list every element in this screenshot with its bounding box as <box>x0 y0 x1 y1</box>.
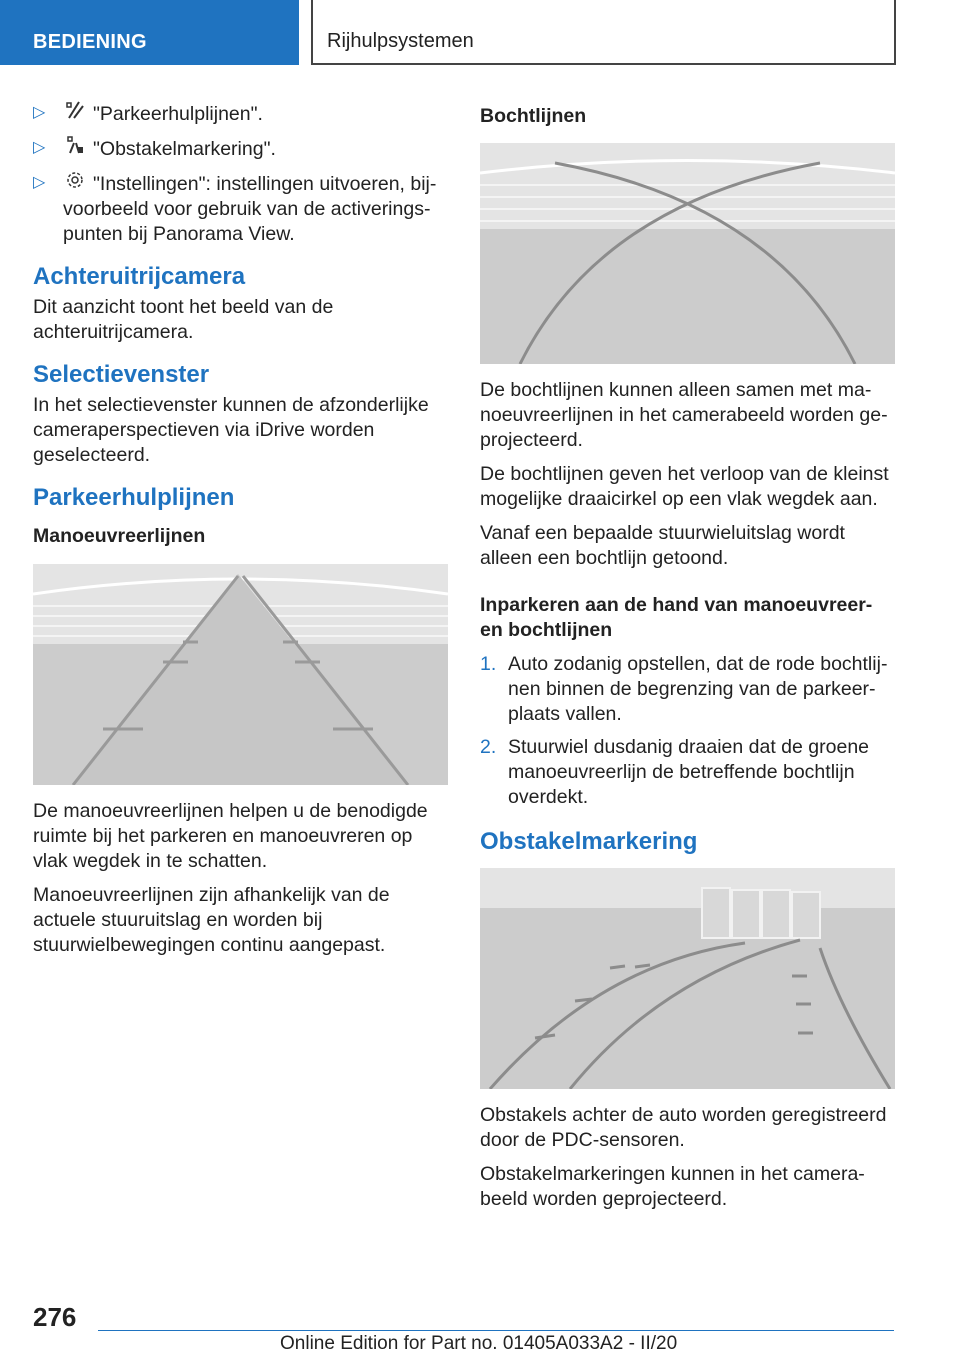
subheading-curve-lines: Bochtlijnen <box>480 105 587 127</box>
section-tab <box>0 0 299 65</box>
paragraph: De bochtlijnen geven het verloop van de kleinst mogelijke draaicirkel op een vlak wegdek aan. <box>480 463 889 510</box>
section-title: BEDIENING <box>33 31 147 53</box>
gear-icon <box>63 170 87 197</box>
paragraph: De manoeuvreerlijnen helpen u de benodigde ruimte bij het parkeren en manoeuvreren op vlak wegdek in te schatten. <box>33 800 428 872</box>
chapter-title: Rijhulpsystemen <box>327 30 474 52</box>
footer-edition: Online Edition for Part no. 01405A033A2 - II/20 <box>280 1333 678 1354</box>
heading-selection-window: Selectievenster <box>33 361 210 388</box>
step-text: Auto zodanig opstellen, dat de rode bochtlijnen binnen de begrenzing van de parkeerplaats vallen. <box>508 653 888 725</box>
list-item <box>480 735 895 810</box>
bullet-item <box>33 170 448 247</box>
heading-rear-camera: Achteruitrijcamera <box>33 263 246 290</box>
triangle-bullet-icon: ▷ <box>33 104 46 121</box>
step-number: 1. <box>480 653 497 675</box>
right-column <box>480 100 895 1221</box>
chapter-header <box>311 0 896 65</box>
maneuver-lines-illustration <box>33 564 448 785</box>
step-list <box>480 652 895 810</box>
subheading-maneuver-lines: Manoeuvreerlijnen <box>33 525 206 547</box>
paragraph: De bochtlijnen kunnen alleen samen met manoeuvreerlijnen in het camerabeeld worden geprojecteerd. <box>480 379 888 451</box>
footer-divider <box>98 1330 894 1331</box>
paragraph: In het selectievenster kunnen de afzonderlijke cameraperspectieven via iDrive worden geselecteerd. <box>33 394 429 466</box>
step-text: Stuurwiel dusdanig draaien dat de groene manoeuvreerlijn de betreffende bochtlijn overdekt. <box>508 736 870 808</box>
subheading-park-instructions: Inparkeren aan de hand van manoeuvreer- en bochtlijnen <box>480 594 873 641</box>
page-number: 276 <box>33 1302 77 1332</box>
heading-parking-lines: Parkeerhulplijnen <box>33 484 235 511</box>
paragraph: Manoeuvreerlijnen zijn afhankelijk van de actuele stuuruitslag en worden bij stuurwielbewegingen continu aangepast. <box>33 884 390 956</box>
paragraph: Obstakels achter de auto worden geregistreerd door de PDC-sensoren. <box>480 1104 887 1151</box>
step-number: 2. <box>480 736 497 758</box>
obstacle-marking-icon <box>63 135 87 162</box>
bullet-text: "Instellingen": instellingen uitvoeren, bijvoorbeeld voor gebruik van de activeringspunten bij Panorama View. <box>63 173 437 245</box>
bullet-item <box>33 135 448 162</box>
triangle-bullet-icon: ▷ <box>33 174 46 191</box>
triangle-bullet-icon: ▷ <box>33 139 46 156</box>
paragraph: Obstakelmarkeringen kunnen in het camerabeeld worden geprojecteerd. <box>480 1163 865 1210</box>
bullet-text: "Parkeerhulplijnen". <box>93 103 263 125</box>
obstacle-marking-illustration <box>480 868 895 1089</box>
paragraph: Vanaf een bepaalde stuurwieluitslag wordt alleen een bochtlijn getoond. <box>480 522 845 569</box>
heading-obstacle-marking: Obstakelmarkering <box>480 828 698 855</box>
curve-lines-illustration <box>480 143 895 364</box>
bullet-item <box>33 100 448 127</box>
parking-lines-icon <box>63 100 87 127</box>
bullet-text: "Obstakelmarkering". <box>93 138 276 160</box>
paragraph: Dit aanzicht toont het beeld van de achteruitrijcamera. <box>33 296 334 343</box>
left-column <box>33 100 448 967</box>
list-item <box>480 652 895 727</box>
